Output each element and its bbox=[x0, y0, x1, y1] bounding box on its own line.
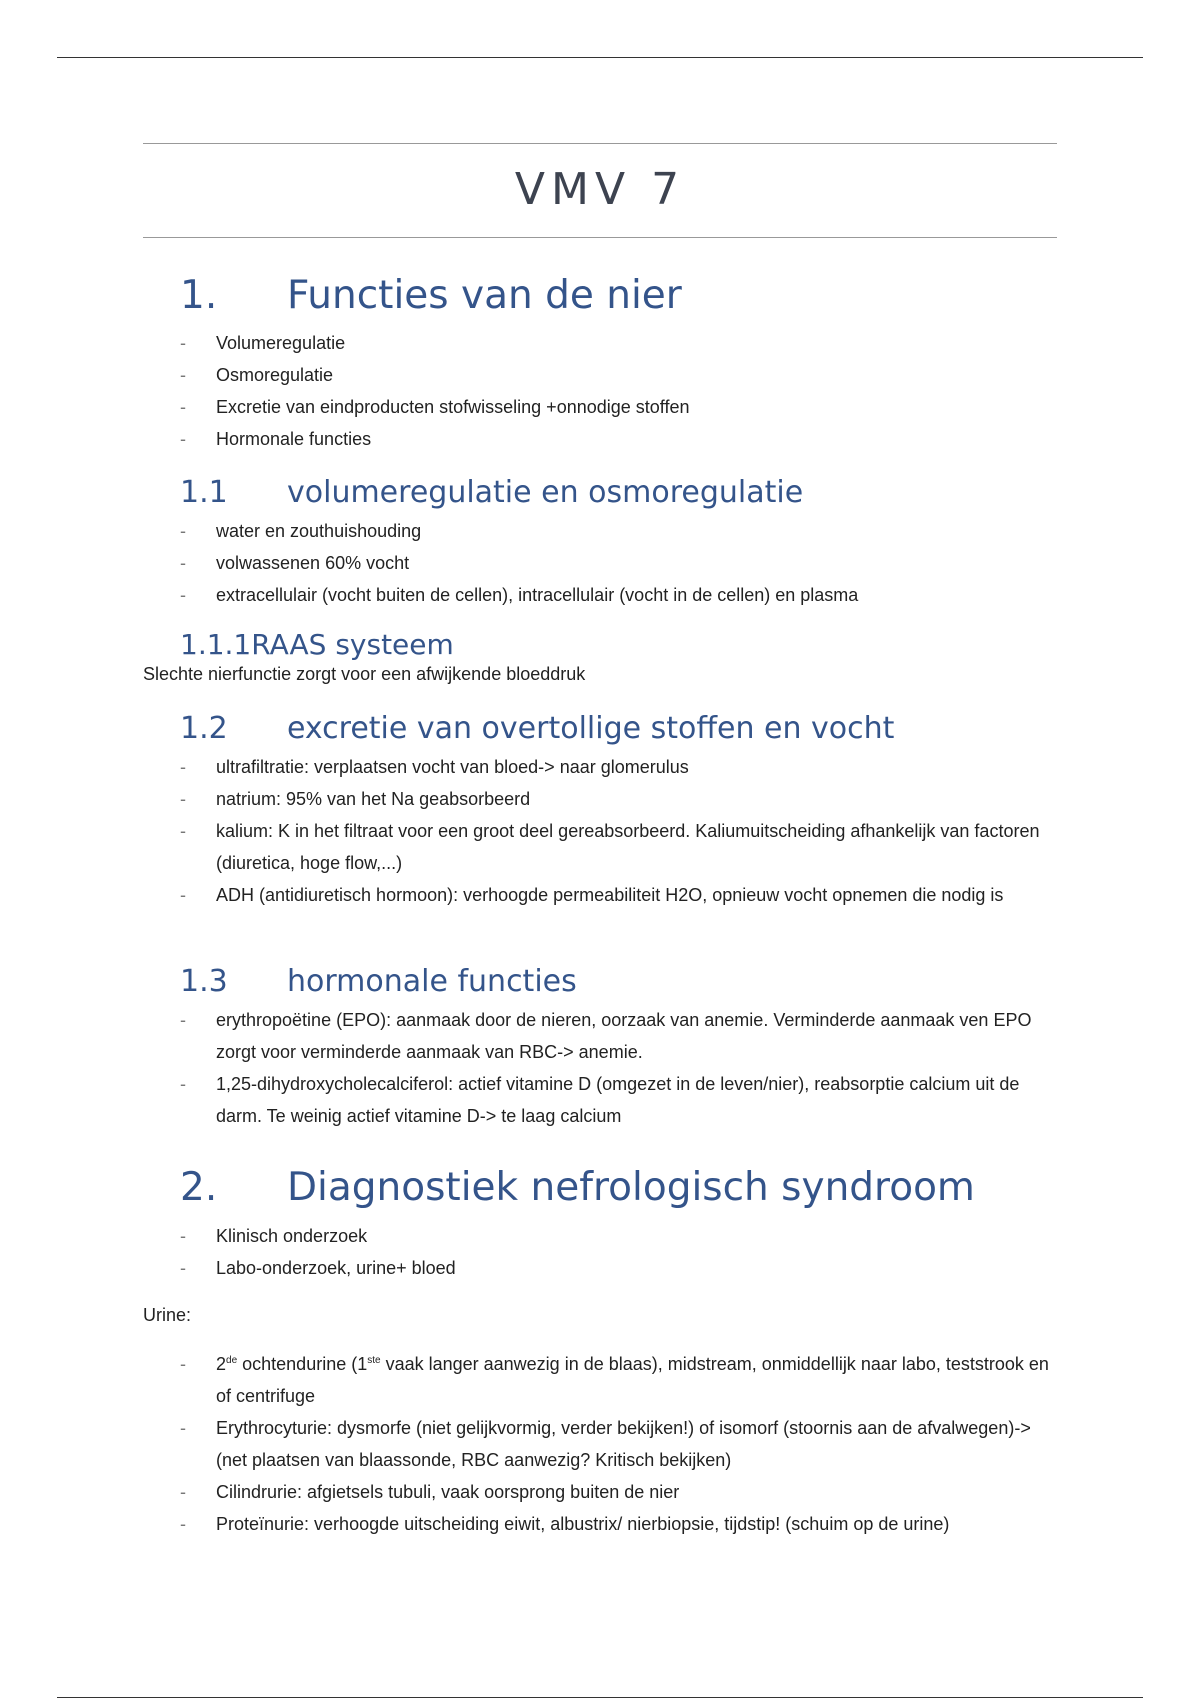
heading-section-1 bbox=[180, 273, 682, 318]
heading-text: hormonale functies bbox=[287, 964, 577, 999]
list-item: - volwassenen 60% vocht bbox=[180, 553, 410, 573]
heading-number: 1.2 bbox=[180, 711, 228, 746]
title-block bbox=[143, 143, 1057, 238]
list-item: - natrium: 95% van het Na geabsorbeerd bbox=[180, 789, 531, 809]
list-item: - Proteïnurie: verhoogde uitscheiding eiwit, albustrix/ nierbiopsie, tijdstip! (schuim op de urine) bbox=[180, 1514, 950, 1534]
heading-section-2 bbox=[180, 1165, 975, 1210]
heading-text: Diagnostiek nefrologisch syndroom bbox=[287, 1165, 975, 1210]
list-item: - 1,25-dihydroxycholecalciferol: actief vitamine D (omgezet in de leven/nier), reabsorptie calcium uit de darm. Te weinig actief vitamine D-> te laag calcium bbox=[180, 1074, 1020, 1126]
list-item: - Klinisch onderzoek bbox=[180, 1226, 368, 1246]
heading-number: 2. bbox=[180, 1165, 218, 1210]
list-item: - ADH (antidiuretisch hormoon): verhoogde permeabiliteit H2O, opnieuw vocht opnemen die nodig is bbox=[180, 885, 1004, 905]
heading-section-1-1-1 bbox=[180, 628, 454, 661]
list-item: - Volumeregulatie bbox=[180, 333, 346, 353]
heading-text: volumeregulatie en osmoregulatie bbox=[287, 475, 804, 510]
list-item: - Osmoregulatie bbox=[180, 365, 334, 385]
heading-text: RAAS systeem bbox=[251, 628, 454, 661]
urine-label: Urine: bbox=[143, 1305, 192, 1325]
page-top-rule bbox=[57, 57, 1143, 58]
list-item: - kalium: K in het filtraat voor een groot deel gereabsorbeerd. Kaliumuitscheiding afhankelijk van factoren (diuretica, hoge flow,...) bbox=[180, 821, 1040, 873]
heading-section-1-2 bbox=[180, 711, 894, 746]
page-bottom-rule bbox=[57, 1697, 1143, 1698]
list-item: - extracellulair (vocht buiten de cellen), intracellulair (vocht in de cellen) en plasma bbox=[180, 585, 859, 605]
list-item: - Hormonale functies bbox=[180, 429, 372, 449]
list-item: - Labo-onderzoek, urine+ bloed bbox=[180, 1258, 456, 1278]
heading-number: 1.3 bbox=[180, 964, 228, 999]
list-item: - water en zouthuishouding bbox=[180, 521, 422, 541]
heading-number: 1.1.1 bbox=[180, 628, 252, 661]
list-item: - 2de ochtendurine (1ste vaak langer aanwezig in de blaas), midstream, onmiddellijk naar labo, teststrook en of centrifuge bbox=[180, 1354, 1049, 1406]
list-item: - Excretie van eindproducten stofwisseling +onnodige stoffen bbox=[180, 397, 690, 417]
heading-text: Functies van de nier bbox=[287, 273, 682, 318]
heading-section-1-3 bbox=[180, 964, 577, 999]
list-item: - erythropoëtine (EPO): aanmaak door de nieren, oorzaak van anemie. Verminderde aanmaak ven EPO zorgt voor verminderde aanmaak van RBC-> anemie. bbox=[180, 1010, 1032, 1062]
list-item: - Erythrocyturie: dysmorfe (niet gelijkvormig, verder bekijken!) of isomorf (stoornis aan de afvalwegen)-> (net plaatsen van blaassonde, RBC aanwezig? Kritisch bekijken) bbox=[180, 1418, 1031, 1470]
list-item: - Cilindrurie: afgietsels tubuli, vaak oorsprong buiten de nier bbox=[180, 1482, 680, 1502]
paragraph: Slechte nierfunctie zorgt voor een afwijkende bloeddruk bbox=[143, 664, 586, 684]
heading-text: excretie van overtollige stoffen en vocht bbox=[287, 711, 895, 746]
document-title: VMV 7 bbox=[514, 164, 686, 215]
heading-section-1-1 bbox=[180, 475, 803, 510]
heading-number: 1. bbox=[180, 273, 218, 318]
heading-number: 1.1 bbox=[180, 475, 228, 510]
list-item: - ultrafiltratie: verplaatsen vocht van bloed-> naar glomerulus bbox=[180, 757, 689, 777]
